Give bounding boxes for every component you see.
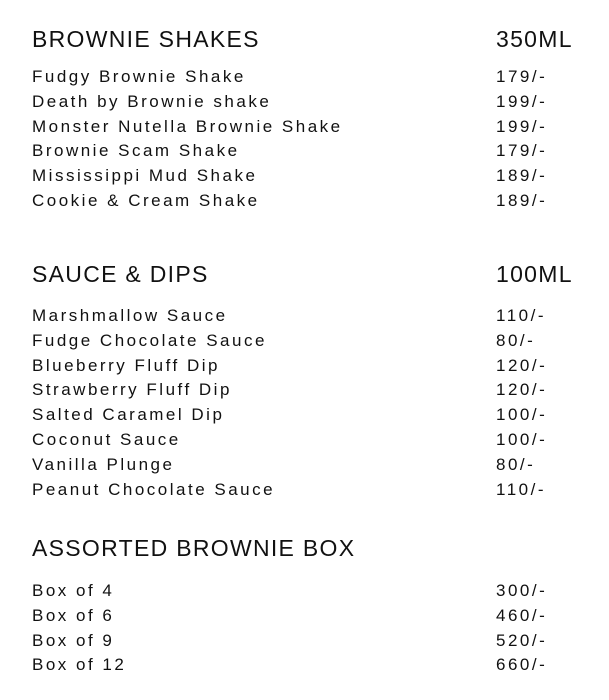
menu-item: [32, 304, 592, 329]
menu-item: [32, 90, 592, 115]
section-brownie-shakes: [32, 24, 592, 210]
item-name: Fudgy Brownie Shake: [32, 67, 246, 86]
section-title: BROWNIE SHAKES: [32, 26, 260, 52]
item-price: 80/-: [496, 454, 536, 474]
menu-item: [32, 604, 592, 629]
item-price: 110/-: [496, 306, 546, 325]
item-price: 460/-: [496, 605, 548, 625]
menu-item: [32, 428, 592, 453]
item-name: Box of 4: [32, 581, 115, 600]
section-assorted-brownie-box: [32, 533, 592, 675]
menu-item: [32, 653, 592, 678]
item-price: 189/-: [496, 166, 548, 186]
menu-item: [32, 378, 592, 403]
item-price: 520/-: [496, 630, 548, 650]
item-price: 179/-: [496, 141, 548, 161]
menu-item: [32, 329, 592, 354]
item-name: Box of 12: [32, 655, 127, 675]
item-name: Salted Caramel Dip: [32, 405, 225, 425]
item-name: Mississippi Mud Shake: [32, 166, 258, 186]
menu-item: [32, 115, 592, 140]
item-name: Brownie Scam Shake: [32, 141, 240, 161]
item-name: Strawberry Fluff Dip: [32, 380, 232, 400]
menu-item: [32, 629, 592, 654]
item-price: 100/-: [496, 429, 548, 449]
menu-item: [32, 579, 592, 604]
menu-item: [32, 354, 592, 379]
item-name: Monster Nutella Brownie Shake: [32, 116, 343, 136]
item-name: Death by Brownie shake: [32, 91, 272, 111]
item-name: Peanut Chocolate Sauce: [32, 479, 276, 499]
item-name: Fudge Chocolate Sauce: [32, 330, 267, 350]
item-list: [32, 65, 592, 214]
item-name: Vanilla Plunge: [32, 454, 175, 474]
menu-item: [32, 453, 592, 478]
item-price: 120/-: [496, 355, 548, 375]
section-header: [32, 24, 592, 54]
menu-item: [32, 189, 592, 214]
item-list: [32, 579, 592, 678]
item-price: 189/-: [496, 190, 548, 210]
item-price: 120/-: [496, 380, 548, 400]
item-name: Marshmallow Sauce: [32, 306, 228, 325]
item-price: 179/-: [496, 67, 548, 86]
item-name: Box of 6: [32, 605, 115, 625]
menu-item: [32, 65, 592, 90]
menu-item: [32, 164, 592, 189]
section-size: 350ML: [496, 26, 573, 52]
item-name: Box of 9: [32, 630, 115, 650]
item-list: [32, 304, 592, 502]
item-price: 199/-: [496, 91, 548, 111]
section-header: [32, 259, 592, 289]
item-name: Coconut Sauce: [32, 429, 181, 449]
item-price: 199/-: [496, 116, 548, 136]
item-name: Cookie & Cream Shake: [32, 190, 260, 210]
menu-item: [32, 403, 592, 428]
section-title: SAUCE & DIPS: [32, 261, 209, 287]
menu-item: [32, 478, 592, 503]
section-size: 100ML: [496, 261, 573, 287]
item-name: Blueberry Fluff Dip: [32, 355, 220, 375]
item-price: 110/-: [496, 479, 546, 499]
item-price: 100/-: [496, 405, 548, 425]
section-header: [32, 533, 592, 563]
item-price: 300/-: [496, 581, 548, 600]
section-sauce-dips: [32, 259, 592, 499]
item-price: 80/-: [496, 330, 536, 350]
menu-item: [32, 139, 592, 164]
item-price: 660/-: [496, 655, 548, 675]
section-title: ASSORTED BROWNIE BOX: [32, 535, 356, 561]
